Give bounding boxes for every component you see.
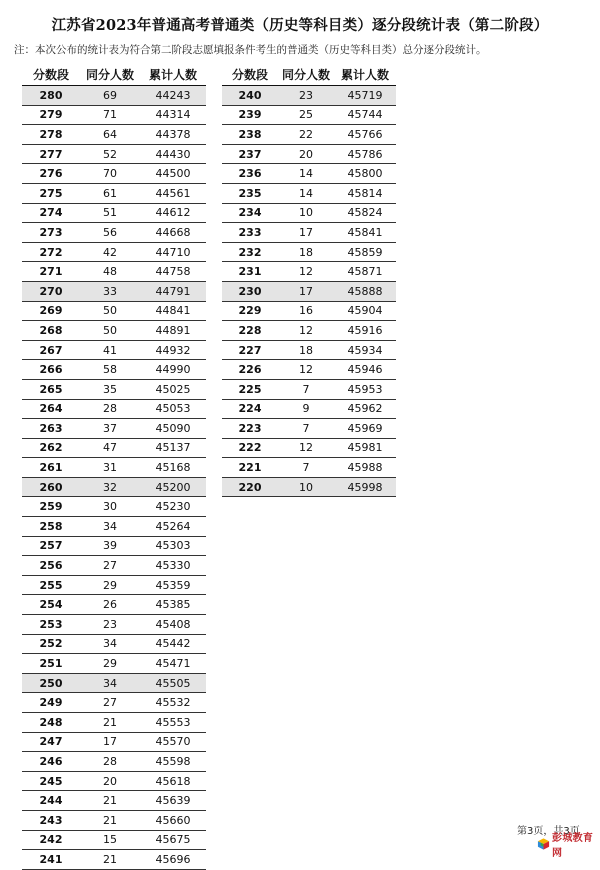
- table-row: [222, 458, 396, 478]
- score-cell: 278: [22, 125, 80, 145]
- table-row: [222, 438, 396, 458]
- table-row: [222, 262, 396, 282]
- table-row: [222, 419, 396, 439]
- score-cell: 239: [222, 105, 278, 125]
- same-count-cell: 21: [80, 713, 140, 733]
- cumulative-cell: 45962: [334, 399, 396, 419]
- cumulative-cell: 45824: [334, 203, 396, 223]
- table-row: [222, 399, 396, 419]
- table-row: [22, 497, 206, 517]
- same-count-cell: 29: [80, 654, 140, 674]
- same-count-cell: 12: [278, 438, 334, 458]
- table-row: [22, 125, 206, 145]
- cumulative-cell: 45800: [334, 164, 396, 184]
- col-header-cumulative: 累计人数: [340, 67, 389, 82]
- score-cell: 221: [222, 458, 278, 478]
- cumulative-cell: 45766: [334, 125, 396, 145]
- score-table-left-body: [22, 86, 206, 870]
- cumulative-cell: 45598: [140, 752, 206, 772]
- cumulative-cell: 45969: [334, 419, 396, 439]
- score-cell: 233: [222, 223, 278, 243]
- same-count-cell: 47: [80, 438, 140, 458]
- cumulative-cell: 45953: [334, 379, 396, 399]
- table-row: [22, 301, 206, 321]
- score-cell: 266: [22, 360, 80, 380]
- score-cell: 225: [222, 379, 278, 399]
- col-header-score: 分数段: [32, 67, 69, 82]
- same-count-cell: 58: [80, 360, 140, 380]
- score-cell: 280: [22, 86, 80, 106]
- score-table-right-body: [222, 86, 396, 497]
- same-count-cell: 21: [80, 810, 140, 830]
- table-row: [22, 693, 206, 713]
- cumulative-cell: 45053: [140, 399, 206, 419]
- score-cell: 237: [222, 144, 278, 164]
- score-table-right: [222, 63, 396, 497]
- cumulative-cell: 45916: [334, 321, 396, 341]
- same-count-cell: 37: [80, 419, 140, 439]
- cumulative-cell: 45675: [140, 830, 206, 850]
- cumulative-cell: 44430: [140, 144, 206, 164]
- cumulative-cell: 44932: [140, 340, 206, 360]
- cumulative-cell: 45408: [140, 615, 206, 635]
- score-cell: 227: [222, 340, 278, 360]
- same-count-cell: 35: [80, 379, 140, 399]
- same-count-cell: 70: [80, 164, 140, 184]
- table-row: [22, 850, 206, 870]
- cumulative-cell: 45090: [140, 419, 206, 439]
- cumulative-cell: 45639: [140, 791, 206, 811]
- same-count-cell: 28: [80, 399, 140, 419]
- score-cell: 279: [22, 105, 80, 125]
- cumulative-cell: 44668: [140, 223, 206, 243]
- table-row: [22, 634, 206, 654]
- table-row: [22, 517, 206, 537]
- score-cell: 254: [22, 595, 80, 615]
- score-cell: 242: [22, 830, 80, 850]
- score-cell: 265: [22, 379, 80, 399]
- cumulative-cell: 45871: [334, 262, 396, 282]
- cumulative-cell: 44990: [140, 360, 206, 380]
- table-row: [222, 360, 396, 380]
- table-row: [22, 242, 206, 262]
- cumulative-cell: 44841: [140, 301, 206, 321]
- same-count-cell: 23: [80, 615, 140, 635]
- score-cell: 272: [22, 242, 80, 262]
- cumulative-cell: 45934: [334, 340, 396, 360]
- same-count-cell: 21: [80, 791, 140, 811]
- score-cell: 252: [22, 634, 80, 654]
- cumulative-cell: 45719: [334, 86, 396, 106]
- cumulative-cell: 44243: [140, 86, 206, 106]
- table-row: [22, 556, 206, 576]
- col-header-score: 分数段: [231, 67, 268, 82]
- cumulative-cell: 45025: [140, 379, 206, 399]
- cumulative-cell: 45814: [334, 183, 396, 203]
- score-cell: 258: [22, 517, 80, 537]
- same-count-cell: 9: [278, 399, 334, 419]
- cumulative-cell: 45904: [334, 301, 396, 321]
- same-count-cell: 27: [80, 556, 140, 576]
- same-count-cell: 17: [278, 281, 334, 301]
- score-cell: 260: [22, 477, 80, 497]
- cumulative-cell: 45505: [140, 673, 206, 693]
- score-cell: 232: [222, 242, 278, 262]
- cumulative-cell: 45998: [334, 477, 396, 497]
- same-count-cell: 31: [80, 458, 140, 478]
- cumulative-cell: 45981: [334, 438, 396, 458]
- score-cell: 257: [22, 536, 80, 556]
- score-cell: 270: [22, 281, 80, 301]
- score-cell: 228: [222, 321, 278, 341]
- score-cell: 267: [22, 340, 80, 360]
- same-count-cell: 51: [80, 203, 140, 223]
- table-row: [22, 203, 206, 223]
- score-cell: 236: [222, 164, 278, 184]
- score-cell: 271: [22, 262, 80, 282]
- table-row: [22, 713, 206, 733]
- cumulative-cell: 44561: [140, 183, 206, 203]
- same-count-cell: 23: [278, 86, 334, 106]
- cumulative-cell: 44758: [140, 262, 206, 282]
- same-count-cell: 34: [80, 634, 140, 654]
- table-note: 注：本次公布的统计表为符合第二阶段志愿填报条件考生的普通类（历史等科目类）总分逐分段统计。: [14, 44, 487, 56]
- score-cell: 234: [222, 203, 278, 223]
- table-row: [22, 105, 206, 125]
- table-row: [22, 830, 206, 850]
- table-row: [222, 86, 396, 106]
- cumulative-cell: 45137: [140, 438, 206, 458]
- score-cell: 246: [22, 752, 80, 772]
- same-count-cell: 14: [278, 164, 334, 184]
- score-cell: 261: [22, 458, 80, 478]
- score-cell: 231: [222, 262, 278, 282]
- score-cell: 276: [22, 164, 80, 184]
- same-count-cell: 7: [278, 419, 334, 439]
- cumulative-cell: 45786: [334, 144, 396, 164]
- table-row: [22, 673, 206, 693]
- same-count-cell: 28: [80, 752, 140, 772]
- same-count-cell: 20: [80, 771, 140, 791]
- table-row: [22, 164, 206, 184]
- cumulative-cell: 45888: [334, 281, 396, 301]
- table-row: [22, 791, 206, 811]
- score-cell: 268: [22, 321, 80, 341]
- table-row: [22, 752, 206, 772]
- page-number: 第3页，共3页: [517, 826, 580, 837]
- table-row: [22, 360, 206, 380]
- cumulative-cell: 45553: [140, 713, 206, 733]
- score-cell: 229: [222, 301, 278, 321]
- same-count-cell: 34: [80, 517, 140, 537]
- table-row: [222, 223, 396, 243]
- table-row: [22, 399, 206, 419]
- table-row: [22, 438, 206, 458]
- table-row: [222, 281, 396, 301]
- same-count-cell: 21: [80, 850, 140, 870]
- same-count-cell: 50: [80, 301, 140, 321]
- same-count-cell: 48: [80, 262, 140, 282]
- score-cell: 250: [22, 673, 80, 693]
- table-row: [22, 810, 206, 830]
- score-cell: 224: [222, 399, 278, 419]
- same-count-cell: 18: [278, 340, 334, 360]
- cumulative-cell: 45841: [334, 223, 396, 243]
- score-cell: 235: [222, 183, 278, 203]
- table-row: [222, 379, 396, 399]
- score-cell: 222: [222, 438, 278, 458]
- score-cell: 241: [22, 850, 80, 870]
- table-row: [222, 144, 396, 164]
- same-count-cell: 12: [278, 360, 334, 380]
- cumulative-cell: 45988: [334, 458, 396, 478]
- cumulative-cell: 45359: [140, 575, 206, 595]
- same-count-cell: 16: [278, 301, 334, 321]
- score-cell: 226: [222, 360, 278, 380]
- same-count-cell: 14: [278, 183, 334, 203]
- same-count-cell: 15: [80, 830, 140, 850]
- table-row: [22, 536, 206, 556]
- score-cell: 247: [22, 732, 80, 752]
- same-count-cell: 32: [80, 477, 140, 497]
- score-cell: 220: [222, 477, 278, 497]
- cumulative-cell: 45168: [140, 458, 206, 478]
- colorful-cube-icon: [537, 837, 550, 851]
- cumulative-cell: 44791: [140, 281, 206, 301]
- cumulative-cell: 45744: [334, 105, 396, 125]
- score-table-left: [22, 63, 206, 870]
- col-header-cumulative: 累计人数: [148, 67, 197, 82]
- same-count-cell: 22: [278, 125, 334, 145]
- cumulative-cell: 45859: [334, 242, 396, 262]
- table-row: [22, 281, 206, 301]
- table-row: [222, 301, 396, 321]
- same-count-cell: 7: [278, 379, 334, 399]
- table-row: [222, 164, 396, 184]
- same-count-cell: 12: [278, 321, 334, 341]
- score-cell: 259: [22, 497, 80, 517]
- cumulative-cell: 45618: [140, 771, 206, 791]
- table-row: [22, 477, 206, 497]
- same-count-cell: 64: [80, 125, 140, 145]
- cumulative-cell: 44891: [140, 321, 206, 341]
- cumulative-cell: 45200: [140, 477, 206, 497]
- table-row: [22, 183, 206, 203]
- table-row: [222, 125, 396, 145]
- score-cell: 275: [22, 183, 80, 203]
- site-logo-text: 彭城教育网: [552, 833, 594, 859]
- same-count-cell: 69: [80, 86, 140, 106]
- table-row: [22, 223, 206, 243]
- same-count-cell: 10: [278, 203, 334, 223]
- cumulative-cell: 45442: [140, 634, 206, 654]
- same-count-cell: 42: [80, 242, 140, 262]
- cumulative-cell: 44500: [140, 164, 206, 184]
- same-count-cell: 12: [278, 262, 334, 282]
- table-row: [22, 86, 206, 106]
- cumulative-cell: 45696: [140, 850, 206, 870]
- table-row: [22, 419, 206, 439]
- score-cell: 230: [222, 281, 278, 301]
- same-count-cell: 41: [80, 340, 140, 360]
- table-row: [222, 105, 396, 125]
- same-count-cell: 52: [80, 144, 140, 164]
- same-count-cell: 29: [80, 575, 140, 595]
- score-cell: 256: [22, 556, 80, 576]
- cumulative-cell: 45385: [140, 595, 206, 615]
- cumulative-cell: 44612: [140, 203, 206, 223]
- page-title: 江苏省2023年普通高考普通类（历史等科目类）逐分段统计表（第二阶段）: [51, 17, 549, 34]
- score-cell: 248: [22, 713, 80, 733]
- same-count-cell: 39: [80, 536, 140, 556]
- score-cell: 244: [22, 791, 80, 811]
- table-row: [22, 654, 206, 674]
- same-count-cell: 17: [278, 223, 334, 243]
- table-row: [222, 242, 396, 262]
- cumulative-cell: 45303: [140, 536, 206, 556]
- same-count-cell: 26: [80, 595, 140, 615]
- table-row: [222, 477, 396, 497]
- table-header-row: [22, 63, 206, 86]
- same-count-cell: 18: [278, 242, 334, 262]
- score-cell: 243: [22, 810, 80, 830]
- cumulative-cell: 44314: [140, 105, 206, 125]
- cumulative-cell: 45532: [140, 693, 206, 713]
- score-cell: 238: [222, 125, 278, 145]
- same-count-cell: 33: [80, 281, 140, 301]
- score-cell: 262: [22, 438, 80, 458]
- cumulative-cell: 44710: [140, 242, 206, 262]
- site-logo: [537, 829, 600, 859]
- score-cell: 251: [22, 654, 80, 674]
- cumulative-cell: 45330: [140, 556, 206, 576]
- table-header-row: [222, 63, 396, 86]
- cumulative-cell: 45471: [140, 654, 206, 674]
- same-count-cell: 17: [80, 732, 140, 752]
- table-row: [22, 262, 206, 282]
- same-count-cell: 56: [80, 223, 140, 243]
- table-row: [222, 183, 396, 203]
- score-cell: 249: [22, 693, 80, 713]
- table-row: [222, 340, 396, 360]
- col-header-same-count: 同分人数: [85, 67, 134, 82]
- same-count-cell: 7: [278, 458, 334, 478]
- score-cell: 264: [22, 399, 80, 419]
- score-cell: 263: [22, 419, 80, 439]
- same-count-cell: 61: [80, 183, 140, 203]
- table-row: [22, 575, 206, 595]
- same-count-cell: 71: [80, 105, 140, 125]
- same-count-cell: 25: [278, 105, 334, 125]
- table-row: [222, 321, 396, 341]
- table-row: [22, 379, 206, 399]
- cumulative-cell: 45264: [140, 517, 206, 537]
- score-cell: 245: [22, 771, 80, 791]
- cumulative-cell: 45946: [334, 360, 396, 380]
- same-count-cell: 34: [80, 673, 140, 693]
- score-cell: 253: [22, 615, 80, 635]
- table-row: [22, 732, 206, 752]
- table-row: [22, 615, 206, 635]
- same-count-cell: 20: [278, 144, 334, 164]
- table-row: [22, 458, 206, 478]
- table-row: [22, 340, 206, 360]
- table-row: [222, 203, 396, 223]
- cumulative-cell: 45230: [140, 497, 206, 517]
- col-header-same-count: 同分人数: [281, 67, 330, 82]
- same-count-cell: 10: [278, 477, 334, 497]
- same-count-cell: 50: [80, 321, 140, 341]
- same-count-cell: 30: [80, 497, 140, 517]
- score-cell: 255: [22, 575, 80, 595]
- cumulative-cell: 45660: [140, 810, 206, 830]
- score-cell: 240: [222, 86, 278, 106]
- table-row: [22, 595, 206, 615]
- score-cell: 269: [22, 301, 80, 321]
- table-row: [22, 144, 206, 164]
- cumulative-cell: 45570: [140, 732, 206, 752]
- same-count-cell: 27: [80, 693, 140, 713]
- score-cell: 273: [22, 223, 80, 243]
- table-row: [22, 771, 206, 791]
- cumulative-cell: 44378: [140, 125, 206, 145]
- score-cell: 223: [222, 419, 278, 439]
- score-cell: 277: [22, 144, 80, 164]
- table-row: [22, 321, 206, 341]
- score-cell: 274: [22, 203, 80, 223]
